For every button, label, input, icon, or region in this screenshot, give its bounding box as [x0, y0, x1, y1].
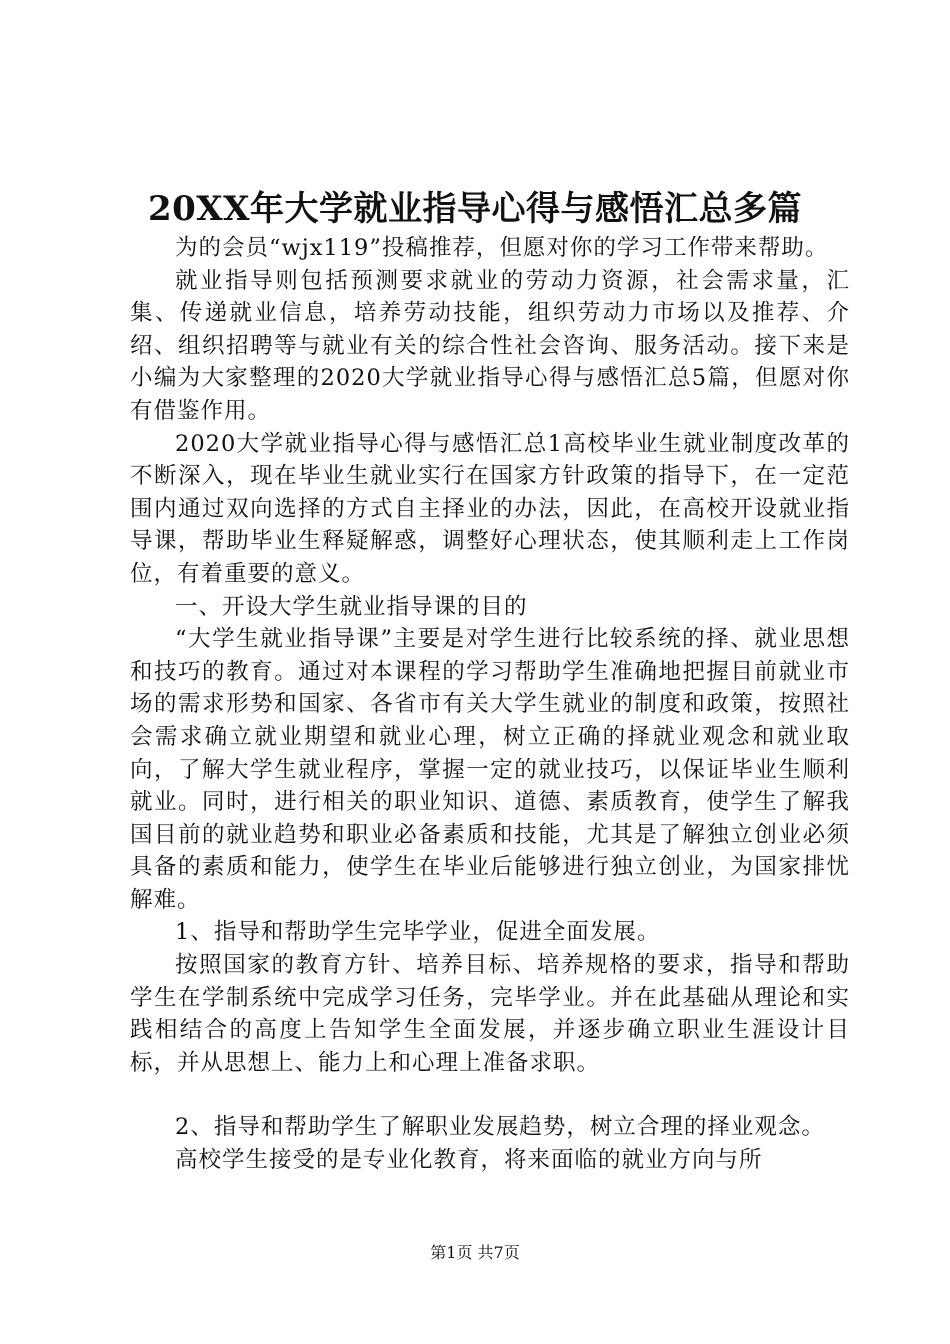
subheading-item-2: 2、指导和帮助学生了解职业发展趋势，树立合理的择业观念。: [175, 1114, 825, 1141]
document-title: 20XX年大学就业指导心得与感悟汇总多篇: [147, 189, 803, 229]
paragraph-item-1: 按照国家的教育方针、培养目标、培养规格的要求，指导和帮助学生在学制系统中完成学习任务，完毕学业。并在此基础从理论和实践相结合的高度上告知学生全面发展，并逐步确立职业生涯设计目标，并从思想上、能力上和心理上准备求职。: [130, 952, 850, 1076]
section-heading-purpose: 一、开设大学生就业指导课的目的: [175, 593, 528, 620]
paragraph-definition: 就业指导则包括预测要求就业的劳动力资源，社会需求量，汇集、传递就业信息，培养劳动技能，组织劳动力市场以及推荐、介绍、组织招聘等与就业有关的综合性社会咨询、服务活动。接下来是小编为大家整理的2020大学就业指导心得与感悟汇总5篇，但愿对你有借鉴作用。: [130, 267, 850, 424]
paragraph-item-2: 高校学生接受的是专业化教育，将来面临的就业方向与所: [175, 1147, 763, 1174]
page-number-footer: 第1页 共7页: [430, 1243, 520, 1262]
document-body: [130, 232, 850, 1177]
paragraph-course-description: “大学生就业指导课”主要是对学生进行比较系统的择、就业思想和技巧的教育。通过对本课程的学习帮助学生准确地把握目前就业市场的需求形势和国家、各省市有关大学生就业的制度和政策，按照社会需求确立就业期望和就业心理，树立正确的择就业观念和就业取向，了解大学生就业程序，掌握一定的就业技巧，以保证毕业生顺利就业。同时，进行相关的职业知识、道德、素质教育，使学生了解我国目前的就业趋势和职业必备素质和技能，尤其是了解独立创业必须具备的素质和能力，使学生在毕业后能够进行独立创业，为国家排忧解难。: [130, 626, 850, 913]
paragraph-intro: 为的会员“wjx119”投稿推荐，但愿对你的学习工作带来帮助。: [175, 235, 829, 261]
subheading-item-1: 1、指导和帮助学生完毕学业，促进全面发展。: [175, 919, 661, 946]
paragraph-summary-1: 2020大学就业指导心得与感悟汇总1高校毕业生就业制度改革的不断深入，现在毕业生就业实行在国家方针政策的指导下，在一定范围内通过双向选择的方式自主择业的办法，因此，在高校开设就业指导课，帮助毕业生释疑解惑，调整好心理状态，使其顺利走上工作岗位，有着重要的意义。: [130, 430, 850, 587]
